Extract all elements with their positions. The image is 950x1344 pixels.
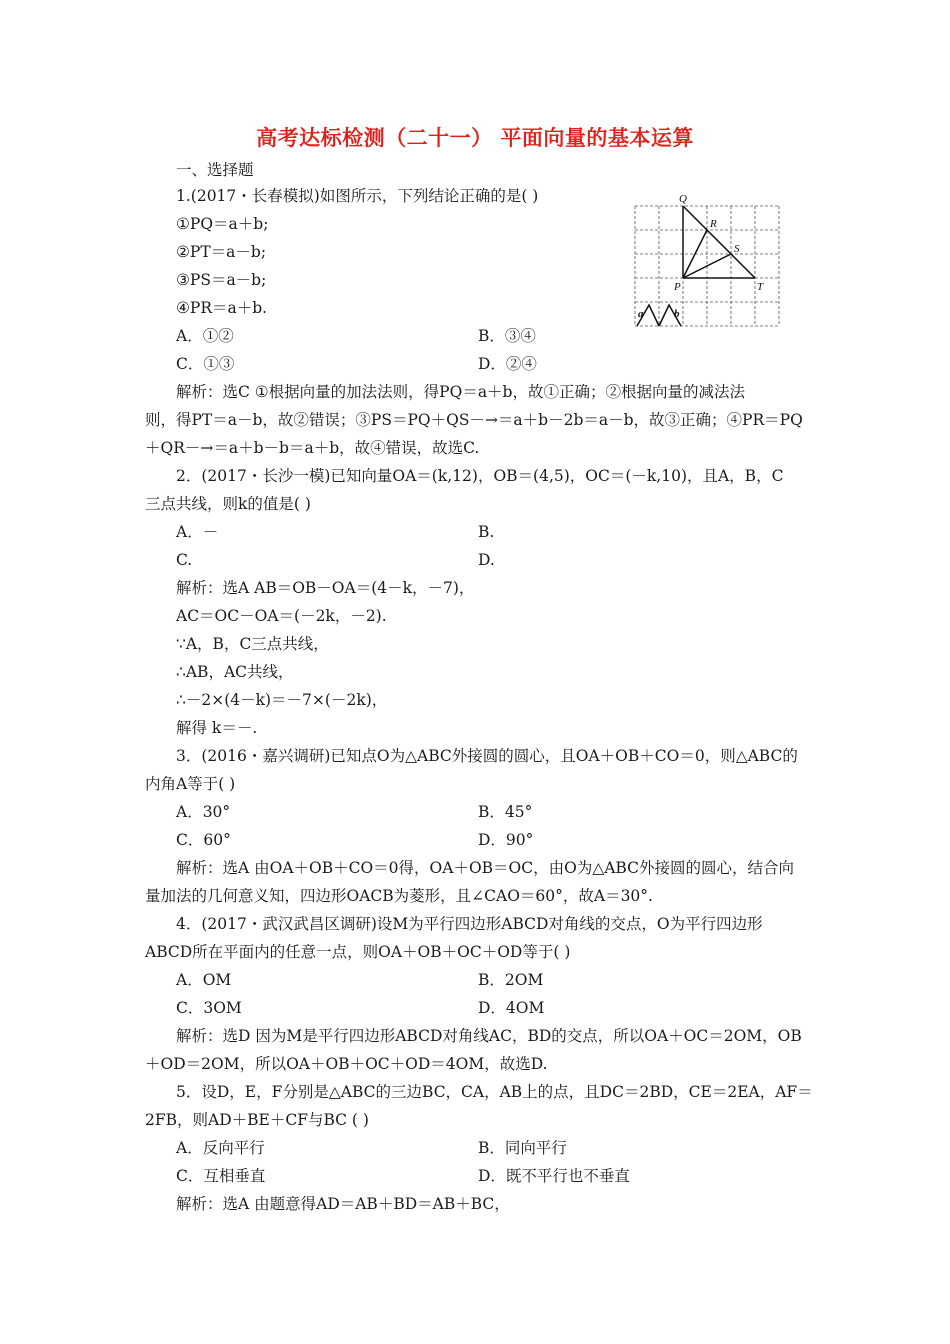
q3-option-c: C．60° [176, 831, 231, 849]
q4-stem-line-2: ABCD所在平面内的任意一点，则OA＋OB＋OC＋OD等于( ) [145, 943, 571, 961]
q2-option-d: D. [478, 551, 495, 569]
q1-statement-4: ④PR＝a＋b. [176, 299, 268, 317]
q5-option-a: A．反向平行 [176, 1139, 265, 1157]
q2-solution-line-2: AC＝OC－OA＝(－2k，－2). [176, 607, 387, 625]
q4-solution-line-2: ＋OD＝2OM，所以OA＋OB＋OC＋OD＝4OM，故选D. [145, 1055, 548, 1073]
label-s: S [734, 243, 740, 255]
q3-solution-line-1: 解析：选A 由OA＋OB＋CO＝0得，OA＋OB＝OC，由O为△ABC外接圆的圆心，结合向 [176, 859, 794, 877]
q2-solution-line-3: ∵A，B，C三点共线， [176, 635, 329, 653]
q1-option-c: C．①③ [176, 355, 235, 373]
vector-grid-figure [632, 190, 784, 332]
q1-option-b: B．③④ [478, 327, 536, 345]
q2-stem-line-2: 三点共线，则k的值是( ) [145, 495, 311, 513]
q1-stem: 1.(2017・长春模拟)如图所示，下列结论正确的是( ) [176, 187, 539, 205]
q3-option-b: B．45° [478, 803, 533, 821]
q1-option-d: D．②④ [478, 355, 537, 373]
q4-solution-line-1: 解析：选D 因为M是平行四边形ABCD对角线AC，BD的交点，所以OA＋OC＝2OM，OB [176, 1027, 802, 1045]
q1-solution-line-1: 解析：选C ①根据向量的加法法则，得PQ＝a＋b，故①正确；②根据向量的减法法 [176, 383, 745, 401]
q2-solution-line-5: ∴－2×(4－k)＝－7×(－2k)， [176, 691, 388, 709]
label-p: P [674, 281, 681, 293]
q1-solution-line-3: ＋QR－→＝a＋b－b＝a＋b，故④错误，故选C. [145, 439, 480, 457]
q5-stem-line-1: 5．设D，E，F分别是△ABC的三边BC，CA，AB上的点，且DC＝2BD，CE＝2EA，AF＝ [176, 1083, 813, 1101]
q1-statement-3: ③PS＝a－b; [176, 271, 267, 289]
q1-statement-2: ②PT＝a－b; [176, 243, 267, 261]
q2-stem-line-1: 2．(2017・长沙一模)已知向量OA＝(k,12)，OB＝(4,5)，OC＝(－k,10)，且A，B，C [176, 467, 784, 485]
q3-stem-line-2: 内角A等于( ) [145, 775, 236, 793]
q3-solution-line-2: 量加法的几何意义知，四边形OACB为菱形，且∠CAO＝60°，故A＝30°. [145, 887, 653, 905]
q4-option-c: C．3OM [176, 999, 242, 1017]
q5-option-b: B．同向平行 [478, 1139, 567, 1157]
q2-option-a: A．－ [176, 523, 219, 541]
q5-option-c: C．互相垂直 [176, 1167, 266, 1185]
q4-option-b: B．2OM [478, 971, 544, 989]
q5-solution-line-1: 解析：选A 由题意得AD＝AB＋BD＝AB＋BC， [176, 1195, 510, 1213]
q4-option-a: A．OM [176, 971, 232, 989]
q2-solution-line-1: 解析：选A AB＝OB－OA＝(4－k，－7)， [176, 579, 475, 597]
q4-option-d: D．4OM [478, 999, 545, 1017]
q5-stem-line-2: 2FB，则AD＋BE＋CF与BC ( ) [145, 1111, 369, 1129]
q1-option-a: A．①② [176, 327, 234, 345]
section-heading: 一、选择题 [176, 161, 254, 179]
q2-solution-line-4: ∴AB，AC共线， [176, 663, 294, 681]
q2-option-c: C. [176, 551, 193, 569]
label-q: Q [679, 193, 687, 205]
label-t: T [757, 281, 764, 293]
label-b: b [674, 308, 680, 320]
segment-qt [683, 206, 755, 278]
label-r: R [710, 218, 717, 230]
q2-solution-line-6: 解得 k＝－. [176, 719, 258, 737]
q3-option-d: D．90° [478, 831, 534, 849]
q1-solution-line-2: 则，得PT＝a－b，故②错误；③PS＝PQ＋QS－→＝a＋b－2b＝a－b，故③正确；④PR＝PQ [145, 411, 803, 429]
q1-statement-1: ①PQ＝a＋b; [176, 215, 269, 233]
q2-option-b: B. [478, 523, 495, 541]
label-a: a [638, 308, 644, 320]
q3-stem-line-1: 3．(2016・嘉兴调研)已知点O为△ABC外接圆的圆心，且OA＋OB＋CO＝0，则△ABC的 [176, 747, 798, 765]
q3-option-a: A．30° [176, 803, 231, 821]
q4-stem-line-1: 4．(2017・武汉武昌区调研)设M为平行四边形ABCD对角线的交点，O为平行四边形 [176, 915, 763, 933]
q5-option-d: D．既不平行也不垂直 [478, 1167, 630, 1185]
page-title: 高考达标检测（二十一） 平面向量的基本运算 [256, 125, 694, 150]
